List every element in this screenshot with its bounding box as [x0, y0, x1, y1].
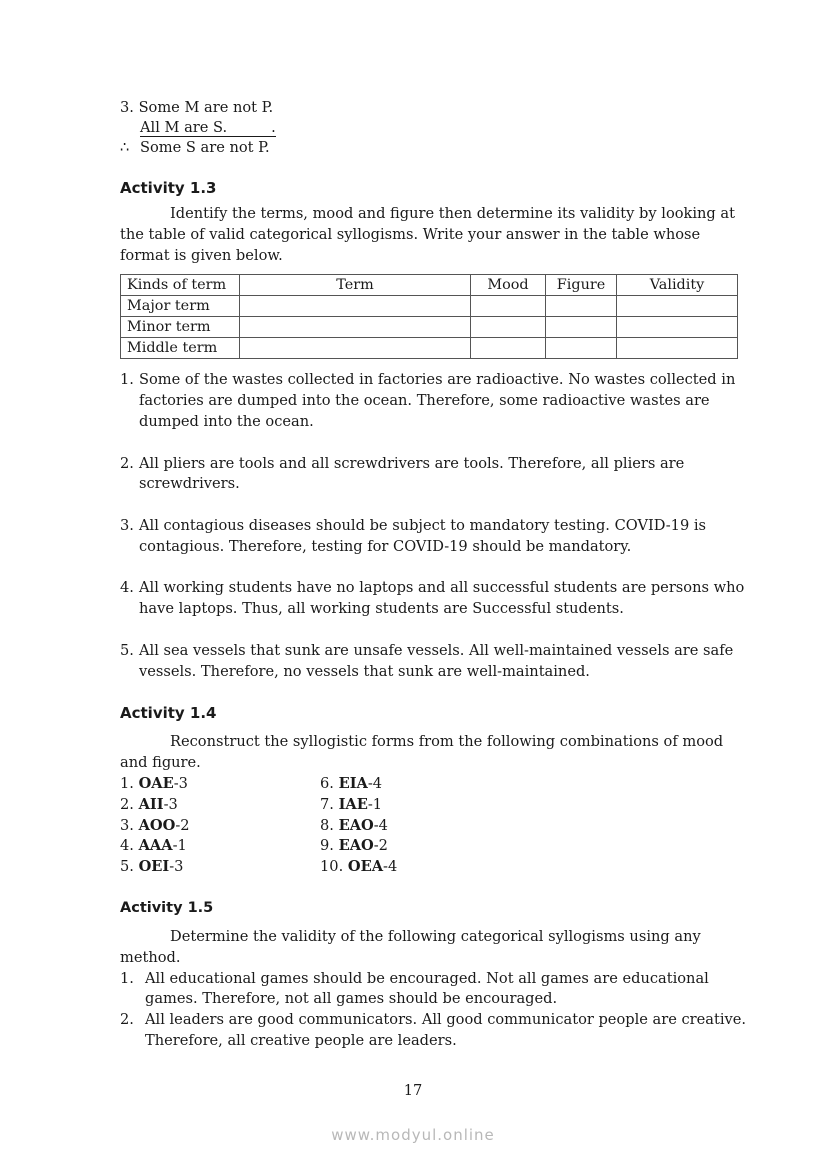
list-item: 2. AII-3 [120, 795, 178, 813]
list-item: 1. Some of the wastes collected in factories are radioactive. No wastes collected in factories are dumped into the ocean. Therefore, some radioactive wastes are dumped into the ocean. [120, 371, 736, 430]
activity-1-3-instructions: Identify the terms, mood and figure then determine its validity by looking at the table of valid categorical syllogisms. Write your answer in the table whose format is given below. [120, 205, 735, 264]
therefore-icon: ∴ [120, 139, 130, 156]
term-cell[interactable] [240, 317, 471, 338]
mood-cell[interactable] [471, 296, 546, 317]
table-header-row [121, 275, 738, 296]
mood-figure-grid [120, 774, 746, 878]
header-mood: Mood [471, 275, 546, 296]
validity-cell[interactable] [617, 296, 738, 317]
row-label: Major term [121, 296, 240, 317]
activity-1-5-heading: Activity 1.5 [120, 899, 214, 916]
list-item: 3. AOO-2 [120, 816, 190, 834]
list-item: 1. OAE-3 [120, 774, 188, 792]
minor-premise-period: . [271, 119, 276, 136]
activity-1-5-instructions: Determine the validity of the following categorical syllogisms using any method. [120, 927, 701, 966]
header-term: Term [240, 275, 471, 296]
list-item: 6. EIA-4 [320, 774, 383, 792]
header-validity: Validity [617, 275, 738, 296]
list-item: 2. All pliers are tools and all screwdrivers are tools. Therefore, all pliers are screwdrivers. [120, 454, 685, 493]
term-cell[interactable] [240, 296, 471, 317]
list-item: 10. OEA-4 [320, 858, 398, 876]
list-item: 7. IAE-1 [320, 795, 383, 813]
list-item: 2. All leaders are good communicators. All good communicator people are creative. Therefore, all creative people are leaders. [120, 1011, 747, 1049]
table-row [121, 317, 738, 338]
activity-1-4-instructions: Reconstruct the syllogistic forms from the following combinations of mood and figure. [120, 733, 724, 772]
figure-cell[interactable] [546, 296, 617, 317]
term-cell[interactable] [240, 338, 471, 359]
list-item: 5. OEI-3 [120, 858, 184, 876]
syllogism-example [120, 98, 746, 158]
validity-cell[interactable] [617, 317, 738, 338]
activity-1-5-items [120, 969, 746, 1052]
activity-1-3-items [120, 370, 746, 682]
page-content [120, 98, 746, 1052]
list-item: 4. AAA-1 [120, 837, 187, 855]
list-item: 4. All working students have no laptops and all successful students are persons who have laptops. Thus, all working students are Successful students. [120, 579, 745, 618]
table-row [121, 338, 738, 359]
conclusion: ∴ Some S are not P. [120, 138, 746, 158]
mood-cell[interactable] [471, 338, 546, 359]
watermark: www.modyul.online [331, 1126, 495, 1144]
list-item: 5. All sea vessels that sunk are unsafe vessels. All well-maintained vessels are safe vessels. Therefore, no vessels that sunk are well-maintained. [120, 641, 734, 680]
table-row [121, 296, 738, 317]
row-label: Minor term [121, 317, 240, 338]
activity-1-4-heading: Activity 1.4 [120, 704, 217, 723]
header-figure: Figure [546, 275, 617, 296]
figure-cell[interactable] [546, 338, 617, 359]
validity-cell[interactable] [617, 338, 738, 359]
mood-cell[interactable] [471, 317, 546, 338]
page-number: 17 [403, 1082, 423, 1099]
list-item: 1. All educational games should be encouraged. Not all games are educational games. Therefore, not all games should be encouraged. [120, 969, 709, 1008]
list-item: 3. All contagious diseases should be subject to mandatory testing. COVID-19 is contagious. Therefore, testing for COVID-19 should be mandatory. [120, 516, 707, 555]
list-item: 8. EAO-4 [320, 816, 388, 834]
activity-1-3-heading: Activity 1.3 [120, 179, 217, 197]
figure-cell[interactable] [546, 317, 617, 338]
list-item: 9. EAO-2 [320, 837, 388, 855]
row-label: Middle term [121, 338, 240, 359]
minor-premise: All M are S. . [140, 119, 276, 136]
major-premise: 3. Some M are not P. [120, 99, 274, 116]
terms-table [120, 274, 738, 359]
header-kinds: Kinds of term [121, 275, 240, 296]
